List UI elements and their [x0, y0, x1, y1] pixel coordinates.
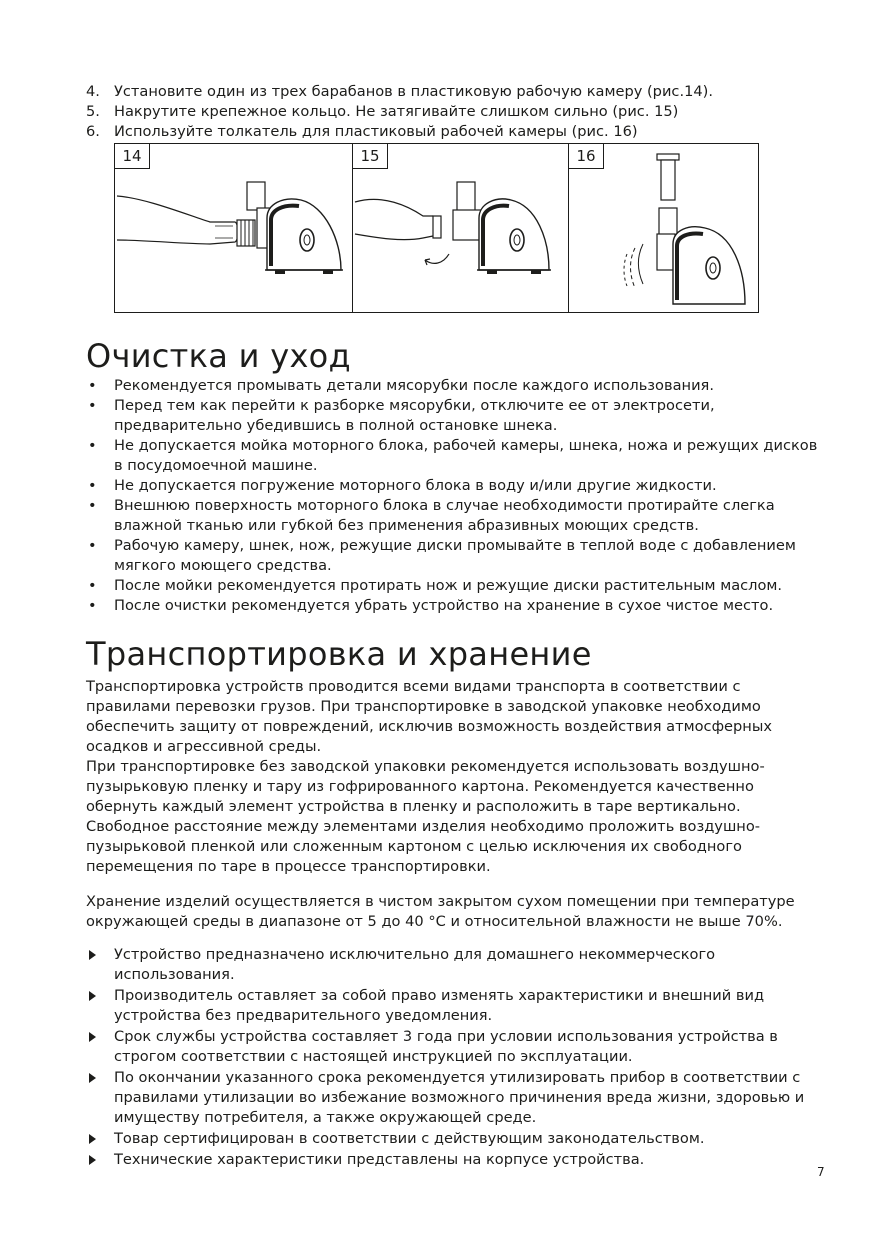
- figure-label: 16: [569, 144, 604, 169]
- note-text: Технические характеристики представлены на корпусе устройства.: [114, 1151, 645, 1168]
- step-text: Установите один из трех барабанов в пластиковую рабочую камеру (рис.14).: [114, 83, 713, 100]
- list-item: • После очистки рекомендуется убрать устройство на хранение в сухое чистое место.: [86, 596, 826, 616]
- step-number: 5.: [86, 103, 100, 120]
- note-text: Срок службы устройства составляет 3 года при условии использования устройства в строгом соответствии с настоящей инструкцией по эксплуатации.: [114, 1028, 778, 1065]
- note-item: [86, 1068, 826, 1128]
- list-item: • Рабочую камеру, шнек, нож, режущие диски промывайте в теплой воде с добавлением мягкого моющего средства.: [86, 536, 826, 576]
- fig14-illustration: [115, 144, 351, 312]
- step-number: 4.: [86, 83, 100, 100]
- cleaning-list: [86, 376, 826, 616]
- triangle-bullet-icon: [89, 1134, 96, 1144]
- note-text: Товар сертифицирован в соответствии с действующим законодательством.: [114, 1130, 705, 1147]
- notes-list: [86, 945, 826, 1171]
- list-item: • Рекомендуется промывать детали мясорубки после каждого использования.: [86, 376, 826, 396]
- list-item: • Перед тем как перейти к разборке мясорубки, отключите ее от электросети, предварительно убедившись в полной остановке шнека.: [86, 396, 826, 436]
- figure-16: [568, 144, 757, 312]
- triangle-bullet-icon: [89, 1032, 96, 1042]
- note-text: По окончании указанного срока рекомендуется утилизировать прибор в соответствии с правилами утилизации во избежание возможного причинения вреда жизни, здоровью и имуществу потребителя, а также окружающей среде.: [114, 1069, 805, 1126]
- note-item: [86, 1129, 826, 1149]
- list-item: • Внешнюю поверхность моторного блока в случае необходимости протирайте слегка влажной тканью или губкой без применения абразивных моющих средств.: [86, 496, 826, 536]
- figure-label: 14: [115, 144, 150, 169]
- paragraph: Транспортировка устройств проводится всеми видами транспорта в соответствии с правилами перевозки грузов. При транспортировке в заводской упаковке необходимо обеспечить защиту от повреждений, исключив возможность воздействия атмосферных осадков и агрессивной среды.: [86, 678, 772, 755]
- step-item: [86, 82, 826, 102]
- triangle-bullet-icon: [89, 1155, 96, 1165]
- triangle-bullet-icon: [89, 991, 96, 1001]
- paragraph: При транспортировке без заводской упаковки рекомендуется использовать воздушно-пузырьковую пленку и тару из гофрированного картона. Рекомендуется качественно обернуть каждый элемент устройства в пленку и расположить в таре вертикально. Свободное расстояние между элементами изделия необходимо проложить воздушно-пузырьковой пленкой или сложенным картоном с целью исключения их свободного перемещения по таре в процессе транспортировки.: [86, 758, 765, 875]
- section-title-cleaning: Очистка и уход: [86, 337, 351, 375]
- note-text: Производитель оставляет за собой право изменять характеристики и внешний вид устройства без предварительного уведомления.: [114, 987, 765, 1024]
- note-text: Устройство предназначено исключительно для домашнего некоммерческого использования.: [114, 946, 716, 983]
- paragraph: Хранение изделий осуществляется в чистом закрытом сухом помещении при температуре окружающей среды в диапазоне от 5 до 40 °С и относительной влажности не выше 70%.: [86, 893, 795, 930]
- step-item: [86, 102, 826, 122]
- step-number: 6.: [86, 123, 100, 140]
- figure-14: [115, 144, 352, 312]
- page-number: 7: [817, 1165, 825, 1179]
- figure-strip: [114, 143, 759, 313]
- assembly-steps: [86, 82, 826, 142]
- step-text: Накрутите крепежное кольцо. Не затягивайте слишком сильно (рис. 15): [114, 103, 679, 120]
- triangle-bullet-icon: [89, 950, 96, 960]
- step-item: [86, 122, 826, 142]
- fig16-illustration: [569, 144, 757, 312]
- note-item: [86, 986, 826, 1026]
- list-item: • Не допускается погружение моторного блока в воду и/или другие жидкости.: [86, 476, 826, 496]
- note-item: [86, 945, 826, 985]
- fig15-illustration: [353, 144, 568, 312]
- note-item: [86, 1027, 826, 1067]
- note-item: [86, 1150, 826, 1170]
- list-item: • Не допускается мойка моторного блока, рабочей камеры, шнека, ножа и режущих дисков в посудомоечной машине.: [86, 436, 826, 476]
- figure-15: [352, 144, 568, 312]
- list-item: • После мойки рекомендуется протирать нож и режущие диски растительным маслом.: [86, 576, 826, 596]
- step-text: Используйте толкатель для пластиковый рабочей камеры (рис. 16): [114, 123, 638, 140]
- figure-label: 15: [353, 144, 388, 169]
- section-title-transport: Транспортировка и хранение: [86, 635, 592, 673]
- transport-text: [86, 677, 816, 877]
- storage-text: [86, 892, 816, 932]
- triangle-bullet-icon: [89, 1073, 96, 1083]
